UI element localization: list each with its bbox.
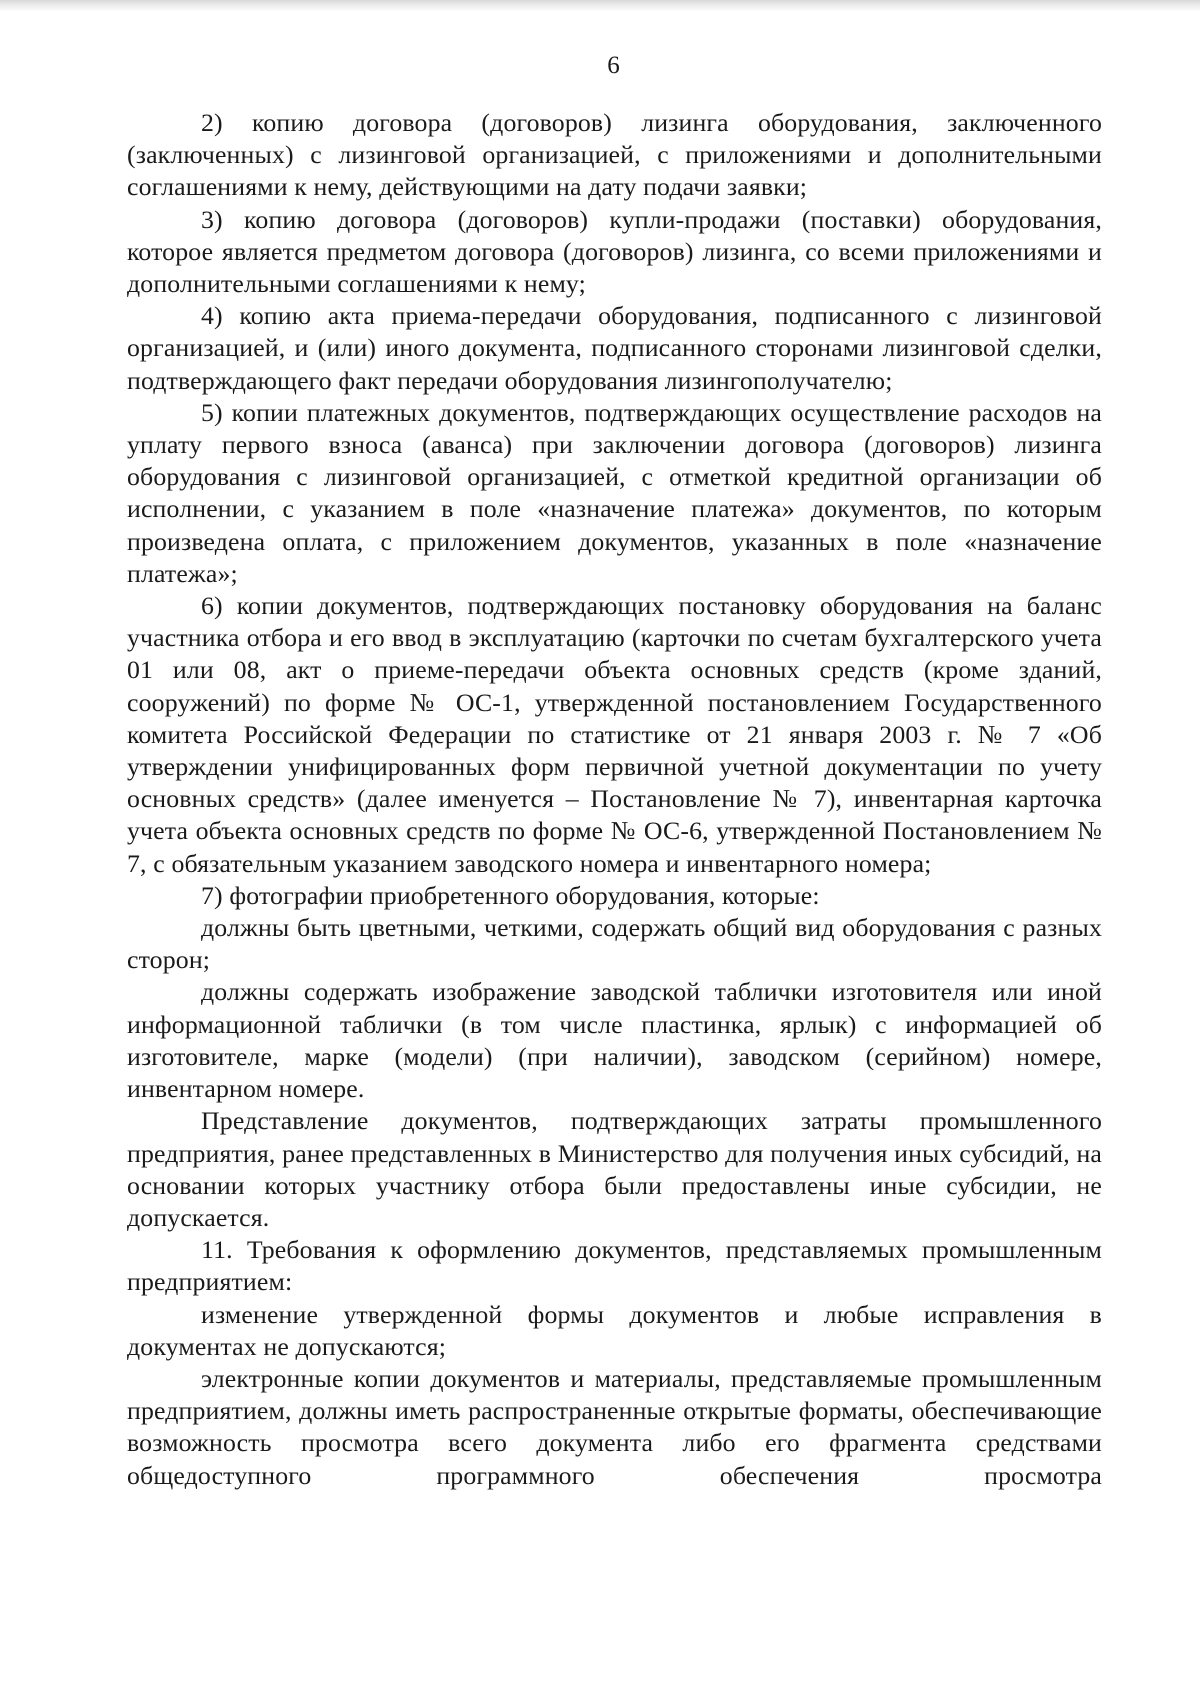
paragraph-electronic-copies: электронные копии документов и материалы, представляемые промышленным предприятием, должны иметь распространенные открытые форматы, обеспечивающие возможность просмотра всего документа либо его фрагмента средствами общедоступного программного обеспечения просмотра [127, 1363, 1102, 1490]
paragraph-no-corrections: изменение утвержденной формы документов и любые исправления в документах не допускаются; [127, 1299, 1102, 1361]
paragraph-item-5: 5) копии платежных документов, подтверждающих осуществление расходов на уплату первого взноса (аванса) при заключении договора (договоров) лизинга оборудования с лизинговой организацией, с отметкой кредитной организации об исполнении, с указанием в поле «назначение платежа» документов, по которым произведена оплата, с приложением документов, указанных в поле «назначение платежа»; [127, 397, 1102, 588]
paragraph-item-3: 3) копию договора (договоров) купли-продажи (поставки) оборудования, которое является предметом договора (договоров) лизинга, со всеми приложениями и дополнительными соглашениями к нему; [127, 204, 1102, 299]
paragraph-item-4: 4) копию акта приема-передачи оборудования, подписанного с лизинговой организацией, и (или) иного документа, подписанного сторонами лизинговой сделки, подтверждающего факт передачи оборудования лизингополучателю; [127, 301, 1102, 395]
paragraph-prohibition: Представление документов, подтверждающих затраты промышленного предприятия, ранее представленных в Министерство для получения иных субсидий, на основании которых участнику отбора были предоставлены иные субсидии, не допускается. [127, 1106, 1102, 1232]
scan-top-edge [0, 0, 1200, 12]
document-body [127, 107, 1102, 1492]
page-number: 6 [607, 52, 620, 79]
paragraph-item-2: 2) копию договора (договоров) лизинга оборудования, заключенного (заключенных) с лизинговой организацией, с приложениями и дополнительными соглашениями к нему, действующими на дату подачи заявки; [127, 108, 1102, 202]
paragraph-section-11: 11. Требования к оформлению документов, представляемых промышленным предприятием: [127, 1235, 1102, 1297]
paragraph-item-6: 6) копии документов, подтверждающих постановку оборудования на баланс участника отбора и его ввод в эксплуатацию (карточки по счетам бухгалтерского учета 01 или 08, акт о приеме-передачи объекта основных средств (кроме зданий, сооружений) по форме № ОС-1, утвержденной постановлением Государственного комитета Российской Федерации по статистике от 21 января 2003 г. № 7 «Об утверждении унифицированных форм первичной учетной документации по учету основных средств» (далее именуется – Постановление № 7), инвентарная карточка учета объекта основных средств по форме № ОС-6, утвержденной Постановлением № 7, с обязательным указанием заводского номера и инвентарного номера; [127, 591, 1102, 878]
paragraph-photo-requirement-1: должны быть цветными, четкими, содержать общий вид оборудования с разных сторон; [127, 913, 1102, 975]
paragraph-photo-requirement-2: должны содержать изображение заводской таблички изготовителя или иной информационной таблички (в том числе пластинка, ярлык) с информацией об изготовителе, марке (модели) (при наличии), заводском (серийном) номере, инвентарном номере. [127, 977, 1102, 1104]
paragraph-item-7: 7) фотографии приобретенного оборудования, которые: [201, 880, 820, 910]
